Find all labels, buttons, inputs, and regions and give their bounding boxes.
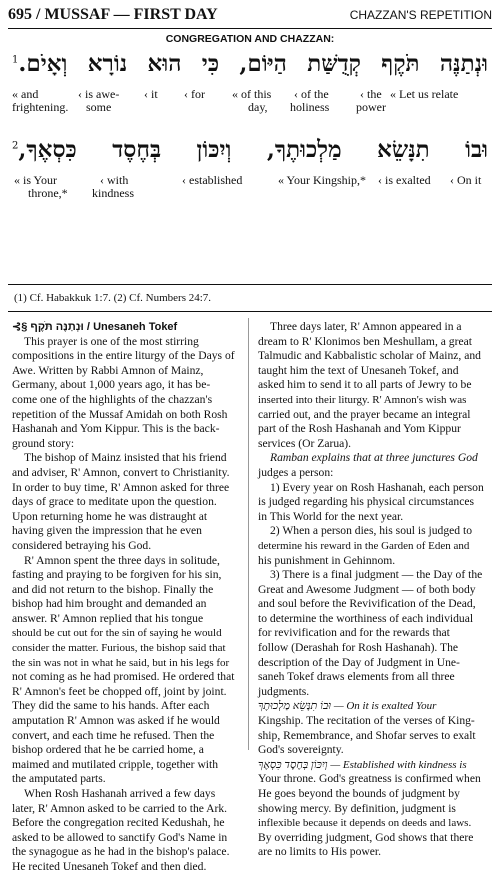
- right-line: 2) When a person dies, his soul is judged to: [270, 524, 473, 538]
- right-line: Great and Awesome Judgment — of both body: [258, 582, 476, 596]
- right-line: God's sovereignty.: [258, 743, 344, 757]
- right-line: Kingship. The recitation of the verses of King-: [258, 714, 475, 728]
- right-line: showing mercy. By definition, judgment is: [258, 801, 456, 815]
- left-line: convert, and each time he refused. Then the: [12, 728, 215, 742]
- commentary-rule: [8, 311, 492, 312]
- commentary-heading: [12, 320, 240, 335]
- right-line: services (Or Zarua).: [258, 436, 352, 450]
- trans1-some: some: [86, 100, 112, 114]
- trans1-of-the: ‹ of the: [294, 87, 329, 101]
- left-line: days of grace to meditate upon the question.: [12, 495, 217, 509]
- commentary-right-column: [258, 320, 488, 860]
- right-line: dream to R' Klonimos ben Meshullam, a great: [258, 334, 472, 348]
- right-line: and soul before the Revivification of the Dead,: [258, 597, 476, 611]
- left-line: When Rosh Hashanah arrived a few days: [24, 787, 216, 800]
- right-line: asked him to send it to all parts of Jewry to be: [258, 378, 472, 392]
- footnotes: (1) Cf. Habakkuk 1:7. (2) Cf. Numbers 24:7.: [14, 292, 212, 304]
- right-line: taught him the text of Unesaneh Tokef, and: [258, 363, 459, 377]
- left-line: and adviser, R' Amnon, convert to Christianity.: [12, 465, 230, 479]
- trans1-day: day,: [248, 100, 268, 114]
- left-line: amputation R' Amnon was asked if he would: [12, 714, 220, 728]
- left-line: R' Amnon's feet be chopped off, joint by joint.: [12, 684, 227, 698]
- left-line: not coming as he had promised. He ordered that: [12, 670, 235, 684]
- right-line: to determine the worthiness of each individual: [258, 611, 474, 625]
- right-line: is judged regarding his physical circumstances: [258, 495, 475, 509]
- left-line: The bishop of Mainz insisted that his friend: [24, 451, 227, 465]
- left-line: repetition of the Mussaf Amidah on both Rosh: [12, 407, 228, 421]
- right-line: judges a person:: [258, 465, 334, 479]
- left-line: the sin was not in what he said, but in his legs for: [12, 656, 230, 669]
- left-line: In order to buy time, R' Amnon asked for three: [12, 480, 230, 494]
- left-line: Upon returning home he was distraught at: [12, 509, 208, 523]
- left-line: fasting and praying to be forgiven for his sin,: [12, 568, 222, 582]
- hebrew-verse-2-text: וּבוֹ תִנָּשֵׂא מַלְכוּתֶךָ, וְיִכּוֹן בְּחֶסֶד כִּסְאֶךָ,: [18, 136, 488, 163]
- trans2-kindness: kindness: [92, 186, 134, 200]
- right-line: 1) Every year on Rosh Hashanah, each person: [270, 480, 484, 494]
- translation-line-2: [12, 174, 488, 204]
- column-divider: [248, 318, 249, 750]
- trans2-is-your: « is Your: [14, 173, 58, 187]
- right-line: inserted into their liturgy. R' Amnon's wish was: [258, 393, 467, 406]
- trans1-and: « and: [12, 87, 39, 101]
- left-line: come one of the highlights of the chazzan's: [12, 392, 213, 406]
- left-line: the amputated parts.: [12, 772, 106, 786]
- left-line: bishop ordered that he be carried home, a: [12, 743, 204, 757]
- right-line: saneh Tokef draws elements from all three: [258, 670, 455, 684]
- trans2-is-exalted: ‹ is exalted: [378, 173, 431, 187]
- left-line: having given the impression that he even: [12, 524, 202, 538]
- right-line: Talmudic and Kabbalistic scholar of Mainz, and: [258, 349, 481, 363]
- left-line: compositions in the entire liturgy of the Days of: [12, 349, 235, 363]
- right-line: follow (Derashah for Rosh Hashanah). The: [258, 641, 459, 655]
- hebrew-verse-2: [12, 136, 488, 163]
- right-line: 3) There is a final judgment — the Day of the: [270, 568, 483, 582]
- right-line: part of the Rosh Hashanah and Yom Kippur: [258, 422, 461, 436]
- right-line: He goes beyond the bounds of judgment by: [258, 787, 460, 800]
- right-line: By overriding judgment, God shows that there: [258, 830, 474, 844]
- left-line: considered betraying his God.: [12, 538, 152, 552]
- left-line: R' Amnon spent the three days in solitude,: [24, 553, 220, 567]
- trans2-your-kingship: « Your Kingship,*: [278, 173, 367, 187]
- hebrew-verse-1: [12, 50, 488, 77]
- right-line: are no limits to His power.: [258, 845, 382, 859]
- commentary-heading-hebrew: ⊰§ וּנְתַנֶּה תֹּקֶף /: [12, 321, 90, 333]
- commentary-left-column: [12, 320, 240, 875]
- left-line: bishop had him brought and demanded an: [12, 597, 207, 611]
- page-number-title: 695 / MUSSAF — FIRST DAY: [8, 6, 218, 23]
- trans2-established: ‹ established: [182, 173, 243, 187]
- footnote-marker-2: 2: [12, 140, 19, 152]
- left-line: asked to be allowed to sanctify God's Name in: [12, 830, 228, 844]
- left-line: Before the congregation recited Kedushah, he: [12, 816, 225, 830]
- translation-line-1: [12, 88, 488, 118]
- left-line: the synagogue as he had in the bishop's palace.: [12, 845, 230, 859]
- trans1-awesome: ‹ is awe-: [78, 87, 120, 101]
- instruction-heading: CONGREGATION AND CHAZZAN:: [165, 33, 335, 45]
- right-line: inflexible because it depends on deeds and laws.: [258, 817, 472, 830]
- trans1-power: power: [356, 100, 386, 114]
- header-rule: [8, 28, 492, 29]
- footnote-rule: [8, 284, 492, 285]
- right-line: determine his reward in the Garden of Eden and: [258, 539, 470, 552]
- right-line: judgments.: [258, 684, 310, 698]
- page-header: [8, 4, 492, 28]
- left-line: ground story:: [12, 436, 75, 450]
- trans1-let-us-relate: « Let us relate: [390, 87, 459, 101]
- right-line: for revivification and for the rewards that: [258, 626, 450, 640]
- right-line: Ramban explains that at three junctures God: [270, 451, 478, 465]
- trans2-on-it: ‹ On it: [450, 173, 482, 187]
- right-line: וּבוֹ תִנָּשֵׂא מַלְכוּתֶךָ — On it is exalted Your: [258, 700, 437, 713]
- trans2-throne: throne,*: [28, 186, 68, 200]
- right-line: ship, Remembrance, and Shofar serves to exalt: [258, 728, 476, 742]
- left-line: Germany, about 1,000 years ago, it has be-: [12, 378, 211, 392]
- left-line: He recited Unesaneh Tokef and then died.: [12, 859, 207, 873]
- section-title: CHAZZAN'S REPETITION: [349, 8, 492, 22]
- trans1-frightening: frightening.: [12, 100, 69, 114]
- right-line: description of the Day of Judgment in Une-: [258, 655, 460, 669]
- right-line: in This World for the next year.: [258, 509, 404, 523]
- right-line: his punishment in Gehinnom.: [258, 553, 396, 567]
- left-line: Hashanah and Yom Kippur. This is the back-: [12, 422, 220, 436]
- right-line: וְיִכּוֹן בְּחֶסֶד כִּסְאֶךָ — Established with kindness is: [258, 758, 467, 771]
- trans2-with: ‹ with: [100, 173, 129, 187]
- left-line: should be cut out for the sin of saying he would: [12, 627, 222, 640]
- right-line: carried out, and the prayer became an integral: [258, 407, 471, 421]
- trans1-holiness: holiness: [290, 100, 330, 114]
- left-line: maimed and mutilated cripple, together with: [12, 757, 219, 771]
- left-line: later, R' Amnon asked to be carried to the Ark.: [12, 801, 228, 815]
- left-line: and did not return to the bishop. Finally the: [12, 582, 214, 596]
- hebrew-verse-1-text: וּנְתַנֶּה תֹּקֶף קְדֻשַּׁת הַיּוֹם, כִּי הוּא נוֹרָא וְאָיֹם.: [18, 50, 488, 77]
- trans1-for: ‹ for: [184, 87, 205, 101]
- trans1-the: ‹ the: [360, 87, 382, 101]
- trans1-it: ‹ it: [144, 87, 158, 101]
- left-line: answer. R' Amnon replied that his tongue: [12, 611, 204, 625]
- left-line: Awe. Written by Rabbi Amnon of Mainz,: [12, 363, 204, 377]
- right-line: Three days later, R' Amnon appeared in a: [270, 320, 462, 333]
- left-line: They did the same to his hands. After each: [12, 699, 210, 713]
- footnote-marker-1: 1: [12, 54, 19, 66]
- commentary-heading-english: Unesaneh Tokef: [93, 321, 178, 333]
- left-line: consider the matter. Furious, the bishop said that: [12, 642, 226, 655]
- left-line: This prayer is one of the most stirring: [24, 334, 199, 348]
- trans1-of-this: « of this: [232, 87, 272, 101]
- right-line: Your throne. God's greatness is confirmed when: [258, 772, 481, 786]
